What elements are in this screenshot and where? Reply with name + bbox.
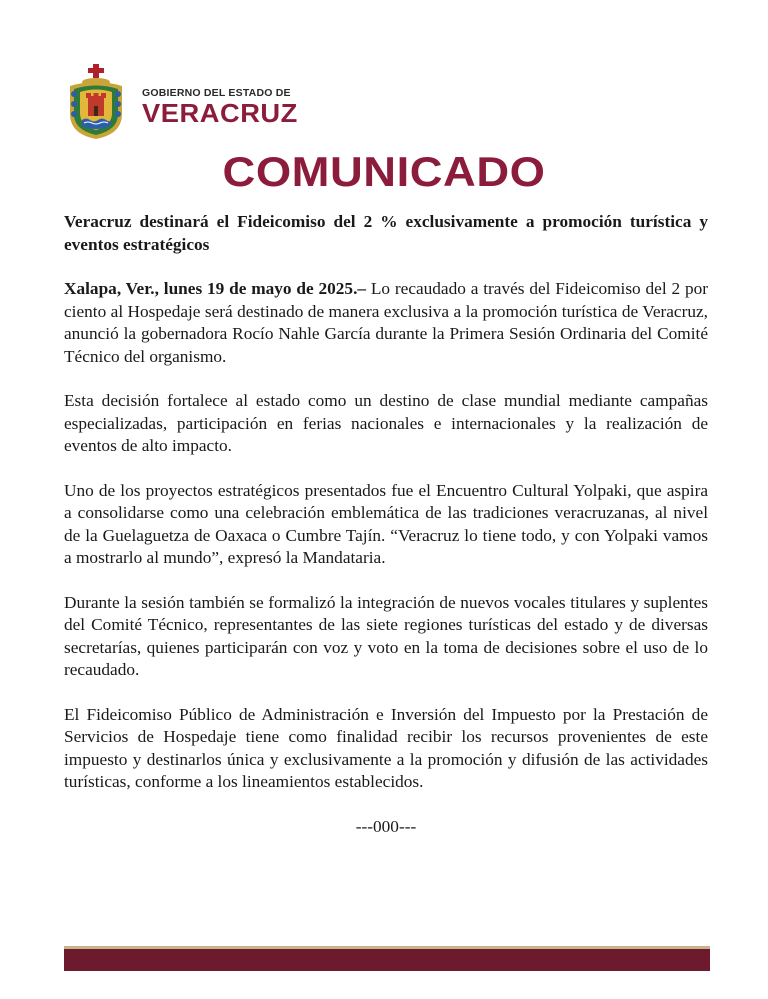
paragraph-4: Durante la sesión también se formalizó la integración de nuevos vocales titulares y suplentes del Comité Técnico, representantes de las siete regiones turísticas del estado y de diversas secretarías, quienes participarán con voz y voto en la toma de decisiones sobre el uso de lo recaudado. — [64, 592, 708, 679]
paragraph-1 — [64, 278, 708, 368]
footer-bar — [64, 946, 710, 971]
paragraph-1-text: Lo recaudado a través del Fideicomiso del 2 por ciento al Hospedaje será destinado de manera exclusiva a la promoción turística de Veracruz, anunció la gobernadora Rocío Nahle García durante la Primera Sesión Ordinaria del Comité Técnico del organismo. — [64, 279, 708, 366]
headline: Veracruz destinará el Fideicomiso del 2 % exclusivamente a promoción turística y eventos estratégicos — [64, 212, 708, 254]
paragraph-2: Esta decisión fortalece al estado como un destino de clase mundial mediante campañas especializadas, participación en ferias nacionales e internacionales y la realización de eventos de alto impacto. — [64, 391, 708, 455]
paragraph-5: El Fideicomiso Público de Administración e Inversión del Impuesto por la Prestación de Servicios de Hospedaje tiene como finalidad recibir los recursos provenientes de este impuesto y destinarlos única y exclusivamente a la promoción y difusión de las actividades turísticas, conforme a los lineamientos establecidos. — [64, 704, 708, 791]
government-name — [142, 87, 298, 128]
government-line: GOBIERNO DEL ESTADO DE — [142, 87, 291, 99]
closing-mark: ---000--- — [355, 816, 417, 836]
dateline: Xalapa, Ver., lunes 19 de mayo de 2025.– — [64, 279, 367, 298]
state-name: VERACRUZ — [142, 98, 298, 128]
paragraph-3: Uno de los proyectos estratégicos presentados fue el Encuentro Cultural Yolpaki, que aspira a consolidarse como una celebración emblemática de las tradiciones veracruzanas, al nivel de la Guelaguetza de Oaxaca o Cumbre Tajín. “Veracruz lo tiene todo, y con Yolpaki vamos a mostrarlo al mundo”, expresó la Mandataria. — [64, 480, 708, 567]
document-title: COMUNICADO — [222, 148, 546, 195]
letterhead — [64, 64, 298, 140]
veracruz-coat-of-arms-icon — [64, 64, 128, 140]
press-release-body — [64, 211, 708, 860]
